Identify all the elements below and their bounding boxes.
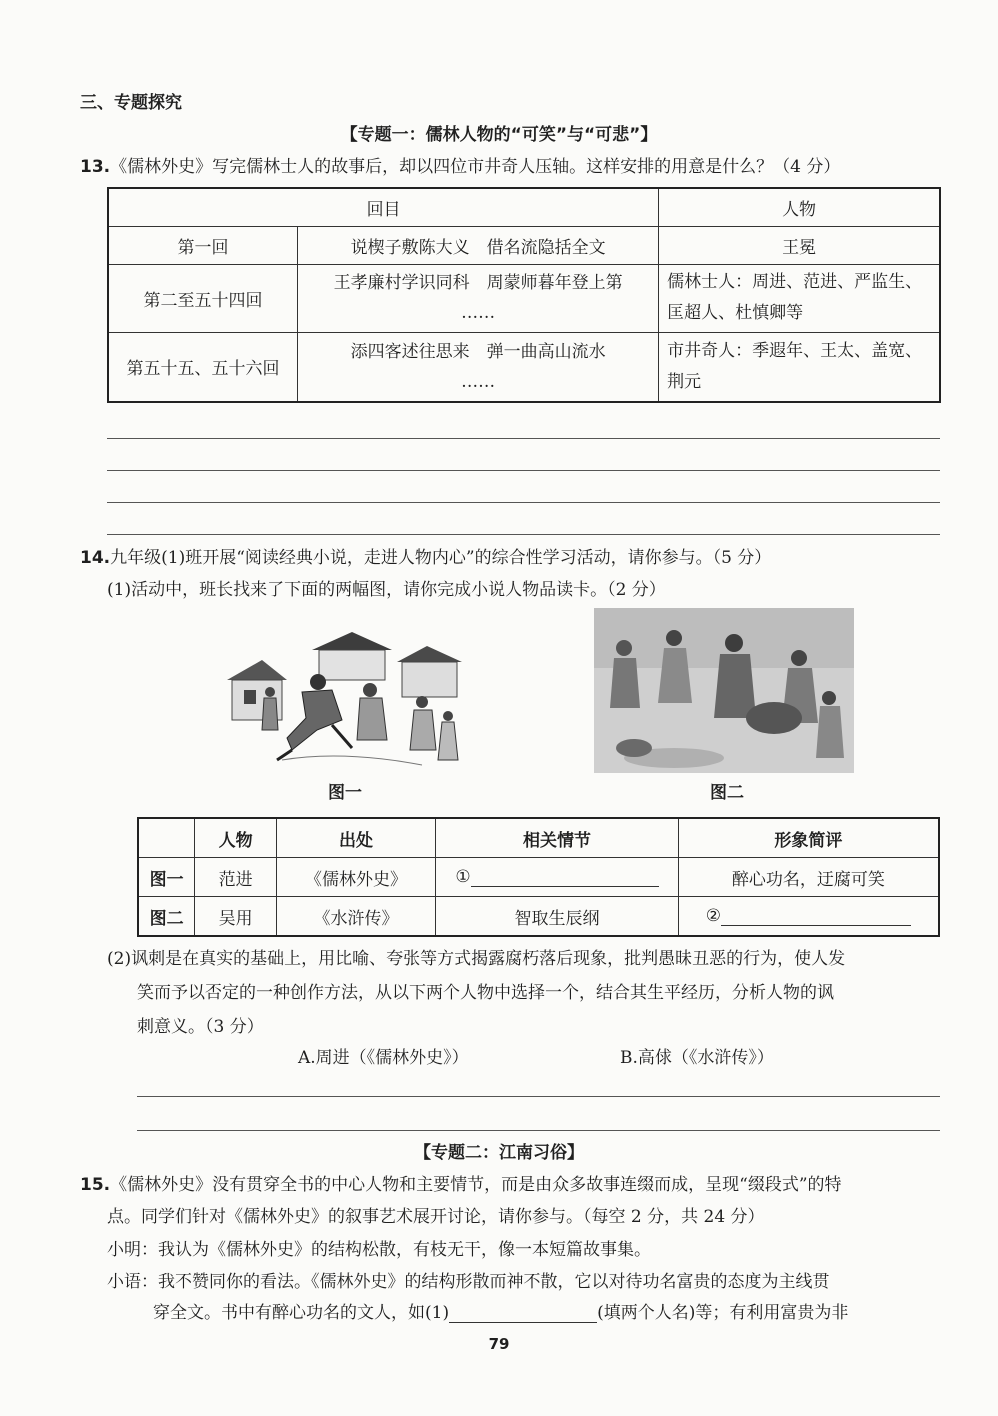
q13-table bbox=[107, 187, 941, 403]
table-row bbox=[108, 264, 940, 332]
q14-row2-source: 《水浒传》 bbox=[276, 897, 435, 937]
people-line: 王冕 bbox=[782, 237, 817, 258]
q15-number: 15. bbox=[80, 1175, 111, 1195]
comment-answer-blank[interactable] bbox=[721, 907, 911, 926]
q13-row2-chapter bbox=[298, 264, 659, 332]
answer-line[interactable] bbox=[107, 470, 940, 471]
q13-row2-people bbox=[659, 264, 940, 332]
q13-header-chapter: 回目 bbox=[108, 188, 659, 226]
q14-row1-person: 范进 bbox=[195, 858, 277, 897]
people-line: 儒林士人：周进、范进、严监生、 bbox=[667, 272, 923, 292]
q13-row1-chapter bbox=[298, 226, 659, 264]
figure-2-image bbox=[594, 608, 854, 773]
q15-text: 《儒林外史》没有贯穿全书的中心人物和主要情节，而是由众多故事连缀而成，呈现“缀段式”的特 bbox=[110, 1175, 842, 1195]
blank-marker: ① bbox=[455, 867, 471, 887]
q14-header-comment: 形象简评 bbox=[678, 818, 939, 858]
topic2-heading: 【专题二：江南习俗】 bbox=[414, 1143, 584, 1163]
table-row bbox=[138, 858, 939, 897]
table-row bbox=[108, 332, 940, 402]
chapter-ellipsis: …… bbox=[461, 371, 496, 392]
figure-1-caption: 图一 bbox=[328, 783, 362, 803]
answer-line[interactable] bbox=[107, 534, 940, 535]
people-line: 荆元 bbox=[667, 371, 702, 392]
chapter-line: 说楔子敷陈大义 借名流隐括全文 bbox=[350, 237, 606, 258]
q14-row1-source: 《儒林外史》 bbox=[276, 858, 435, 897]
q14-text: 九年级(1)班开展“阅读经典小说，走进人物内心”的综合性学习活动，请你参与。（5 分） bbox=[110, 548, 772, 568]
q14-row1-plot bbox=[436, 858, 679, 897]
q13-row1-part: 第一回 bbox=[108, 226, 298, 264]
plot-answer-blank[interactable] bbox=[471, 868, 659, 887]
figure-1-image bbox=[222, 620, 465, 770]
q15-line2: 点。同学们针对《儒林外史》的叙事艺术展开讨论，请你参与。（每空 2 分，共 24 分） bbox=[107, 1207, 765, 1227]
q15-last-before: 穿全文。书中有醉心功名的文人，如(1) bbox=[153, 1303, 450, 1323]
q13-row2-part: 第二至五十四回 bbox=[108, 264, 298, 332]
q14-reading-card-table bbox=[137, 817, 940, 937]
q13-row3-part: 第五十五、五十六回 bbox=[108, 332, 298, 402]
q15-last-line bbox=[153, 1298, 848, 1323]
q13-row3-people bbox=[659, 332, 940, 402]
q14-sub1: (1)活动中，班长找来了下面的两幅图，请你完成小说人物品读卡。（2 分） bbox=[107, 580, 666, 600]
q13-row3-chapter bbox=[298, 332, 659, 402]
q14-sub2-line3: 刺意义。（3 分） bbox=[137, 1017, 264, 1037]
q14-header-person: 人物 bbox=[195, 818, 277, 858]
q13-header-people: 人物 bbox=[659, 188, 940, 226]
q13-row1-people bbox=[659, 226, 940, 264]
q14-row1-comment: 醉心功名，迂腐可笑 bbox=[678, 858, 939, 897]
blank-marker: ② bbox=[705, 906, 722, 926]
table-row bbox=[138, 897, 939, 937]
q14-header-source: 出处 bbox=[276, 818, 435, 858]
q13-text: 《儒林外史》写完儒林士人的故事后，却以四位市井奇人压轴。这样安排的用意是什么？（4 分） bbox=[110, 157, 841, 177]
table-row bbox=[108, 226, 940, 264]
q14-sub2-line2: 笑而予以否定的一种创作方法，从以下两个人物中选择一个，结合其生平经历，分析人物的讽 bbox=[137, 983, 834, 1003]
q15-last-after: (填两个人名)等；有利用富贵为非 bbox=[597, 1303, 849, 1323]
q14-row1-label: 图一 bbox=[138, 858, 195, 897]
q14-sub2-line1: (2)讽刺是在真实的基础上，用比喻、夸张等方式揭露腐朽落后现象，批判愚昧丑恶的行为，使人发 bbox=[107, 949, 846, 969]
q14-header-plot: 相关情节 bbox=[436, 818, 679, 858]
q15-xiaoyu: 小语：我不赞同你的看法。《儒林外史》的结构形散而神不散，它以对待功名富贵的态度为主线贯 bbox=[107, 1272, 830, 1292]
answer-line[interactable] bbox=[137, 1096, 940, 1097]
people-line: 匡超人、杜慎卿等 bbox=[667, 303, 804, 323]
chapter-line: 添四客述往思来 弹一曲高山流水 bbox=[350, 341, 606, 362]
page-number: 79 bbox=[488, 1335, 510, 1353]
answer-line[interactable] bbox=[137, 1130, 940, 1131]
section-title: 三、专题探究 bbox=[80, 93, 182, 113]
q14-row2-plot: 智取生辰纲 bbox=[436, 897, 679, 937]
topic1-heading: 【专题一：儒林人物的“可笑”与“可悲”】 bbox=[340, 125, 658, 145]
answer-line[interactable] bbox=[107, 502, 940, 503]
chapter-ellipsis: …… bbox=[461, 303, 496, 323]
q15-xiaoming: 小明：我认为《儒林外史》的结构松散，有枝无干，像一本短篇故事集。 bbox=[107, 1240, 651, 1260]
people-line: 市井奇人：季遐年、王太、盖宽、 bbox=[667, 340, 923, 361]
q15-blank-1[interactable] bbox=[449, 1304, 597, 1323]
figure-2-caption: 图二 bbox=[710, 783, 744, 803]
q15-line1 bbox=[80, 1170, 842, 1195]
q14-header-blank bbox=[138, 818, 195, 858]
q14-number: 14. bbox=[80, 548, 111, 568]
q14-prompt bbox=[80, 543, 771, 568]
q13-prompt bbox=[80, 152, 840, 177]
chapter-line: 王孝廉村学识同科 周蒙师暮年登上第 bbox=[333, 273, 623, 293]
q14-row2-person: 吴用 bbox=[195, 897, 277, 937]
q13-number: 13. bbox=[80, 157, 111, 177]
q14-option-b: B.高俅（《水浒传》） bbox=[620, 1048, 774, 1068]
q14-row2-label: 图二 bbox=[138, 897, 195, 937]
q14-row2-comment bbox=[678, 897, 939, 937]
q14-option-a: A.周进（《儒林外史》） bbox=[298, 1048, 469, 1068]
answer-line[interactable] bbox=[107, 438, 940, 439]
